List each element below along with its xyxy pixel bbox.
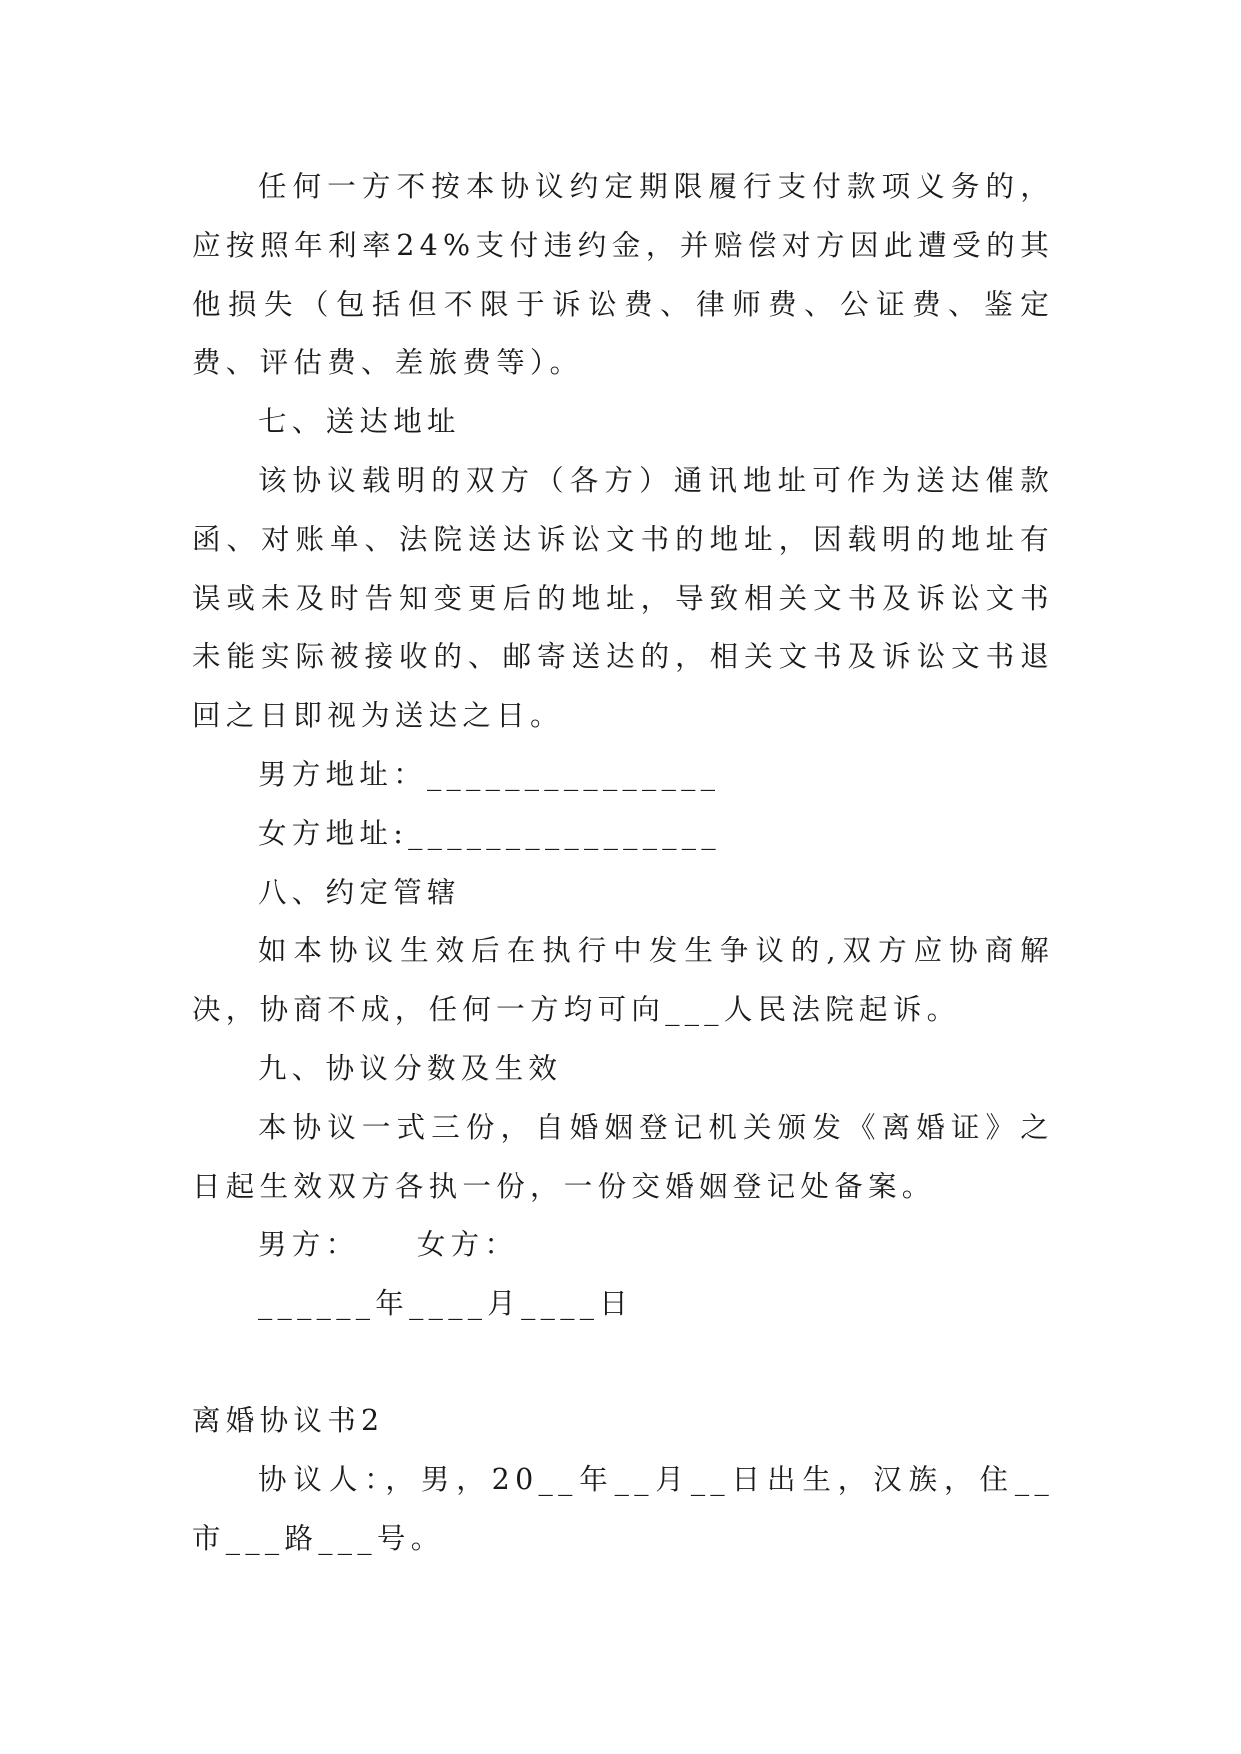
male-address-line: 男方地址：_______________ bbox=[258, 757, 721, 791]
section-9-heading: 九、协议分数及生效 bbox=[258, 1051, 563, 1085]
section-7-heading: 七、送达地址 bbox=[258, 405, 461, 439]
section-8-heading: 八、约定管辖 bbox=[258, 875, 461, 909]
date-line: ______年____月____日 bbox=[258, 1287, 634, 1321]
party-info-paragraph: 协议人：，男，20__年__月__日出生，汉族，住__市___路___号。 bbox=[192, 1462, 1054, 1555]
penalty-clause-paragraph: 任何一方不按本协议约定期限履行支付款项义务的，应按照年利率24%支付违约金，并赔偿对方因此遭受的其他损失（包括但不限于诉讼费、律师费、公证费、鉴定费、评估费、差旅费等）。 bbox=[192, 170, 1054, 380]
signature-line: 男方： 女方： bbox=[258, 1228, 519, 1262]
document-title-2: 离婚协议书2 bbox=[192, 1403, 385, 1437]
jurisdiction-paragraph: 如本协议生效后在执行中发生争议的,双方应协商解决，协商不成，任何一方均可向___人民法院起诉。 bbox=[192, 934, 1054, 1027]
delivery-address-paragraph: 该协议载明的双方（各方）通讯地址可作为送达催款函、对账单、法院送达诉讼文书的地址，因载明的地址有误或未及时告知变更后的地址，导致相关文书及诉讼文书未能实际被接收的、邮寄送达的，相关文书及诉讼文书退回之日即视为送达之日。 bbox=[192, 463, 1054, 733]
document-body bbox=[192, 158, 1054, 1568]
female-address-line: 女方地址:________________ bbox=[258, 816, 721, 850]
copies-effective-paragraph: 本协议一式三份，自婚姻登记机关颁发《离婚证》之日起生效双方各执一份，一份交婚姻登记处备案。 bbox=[192, 1110, 1054, 1203]
